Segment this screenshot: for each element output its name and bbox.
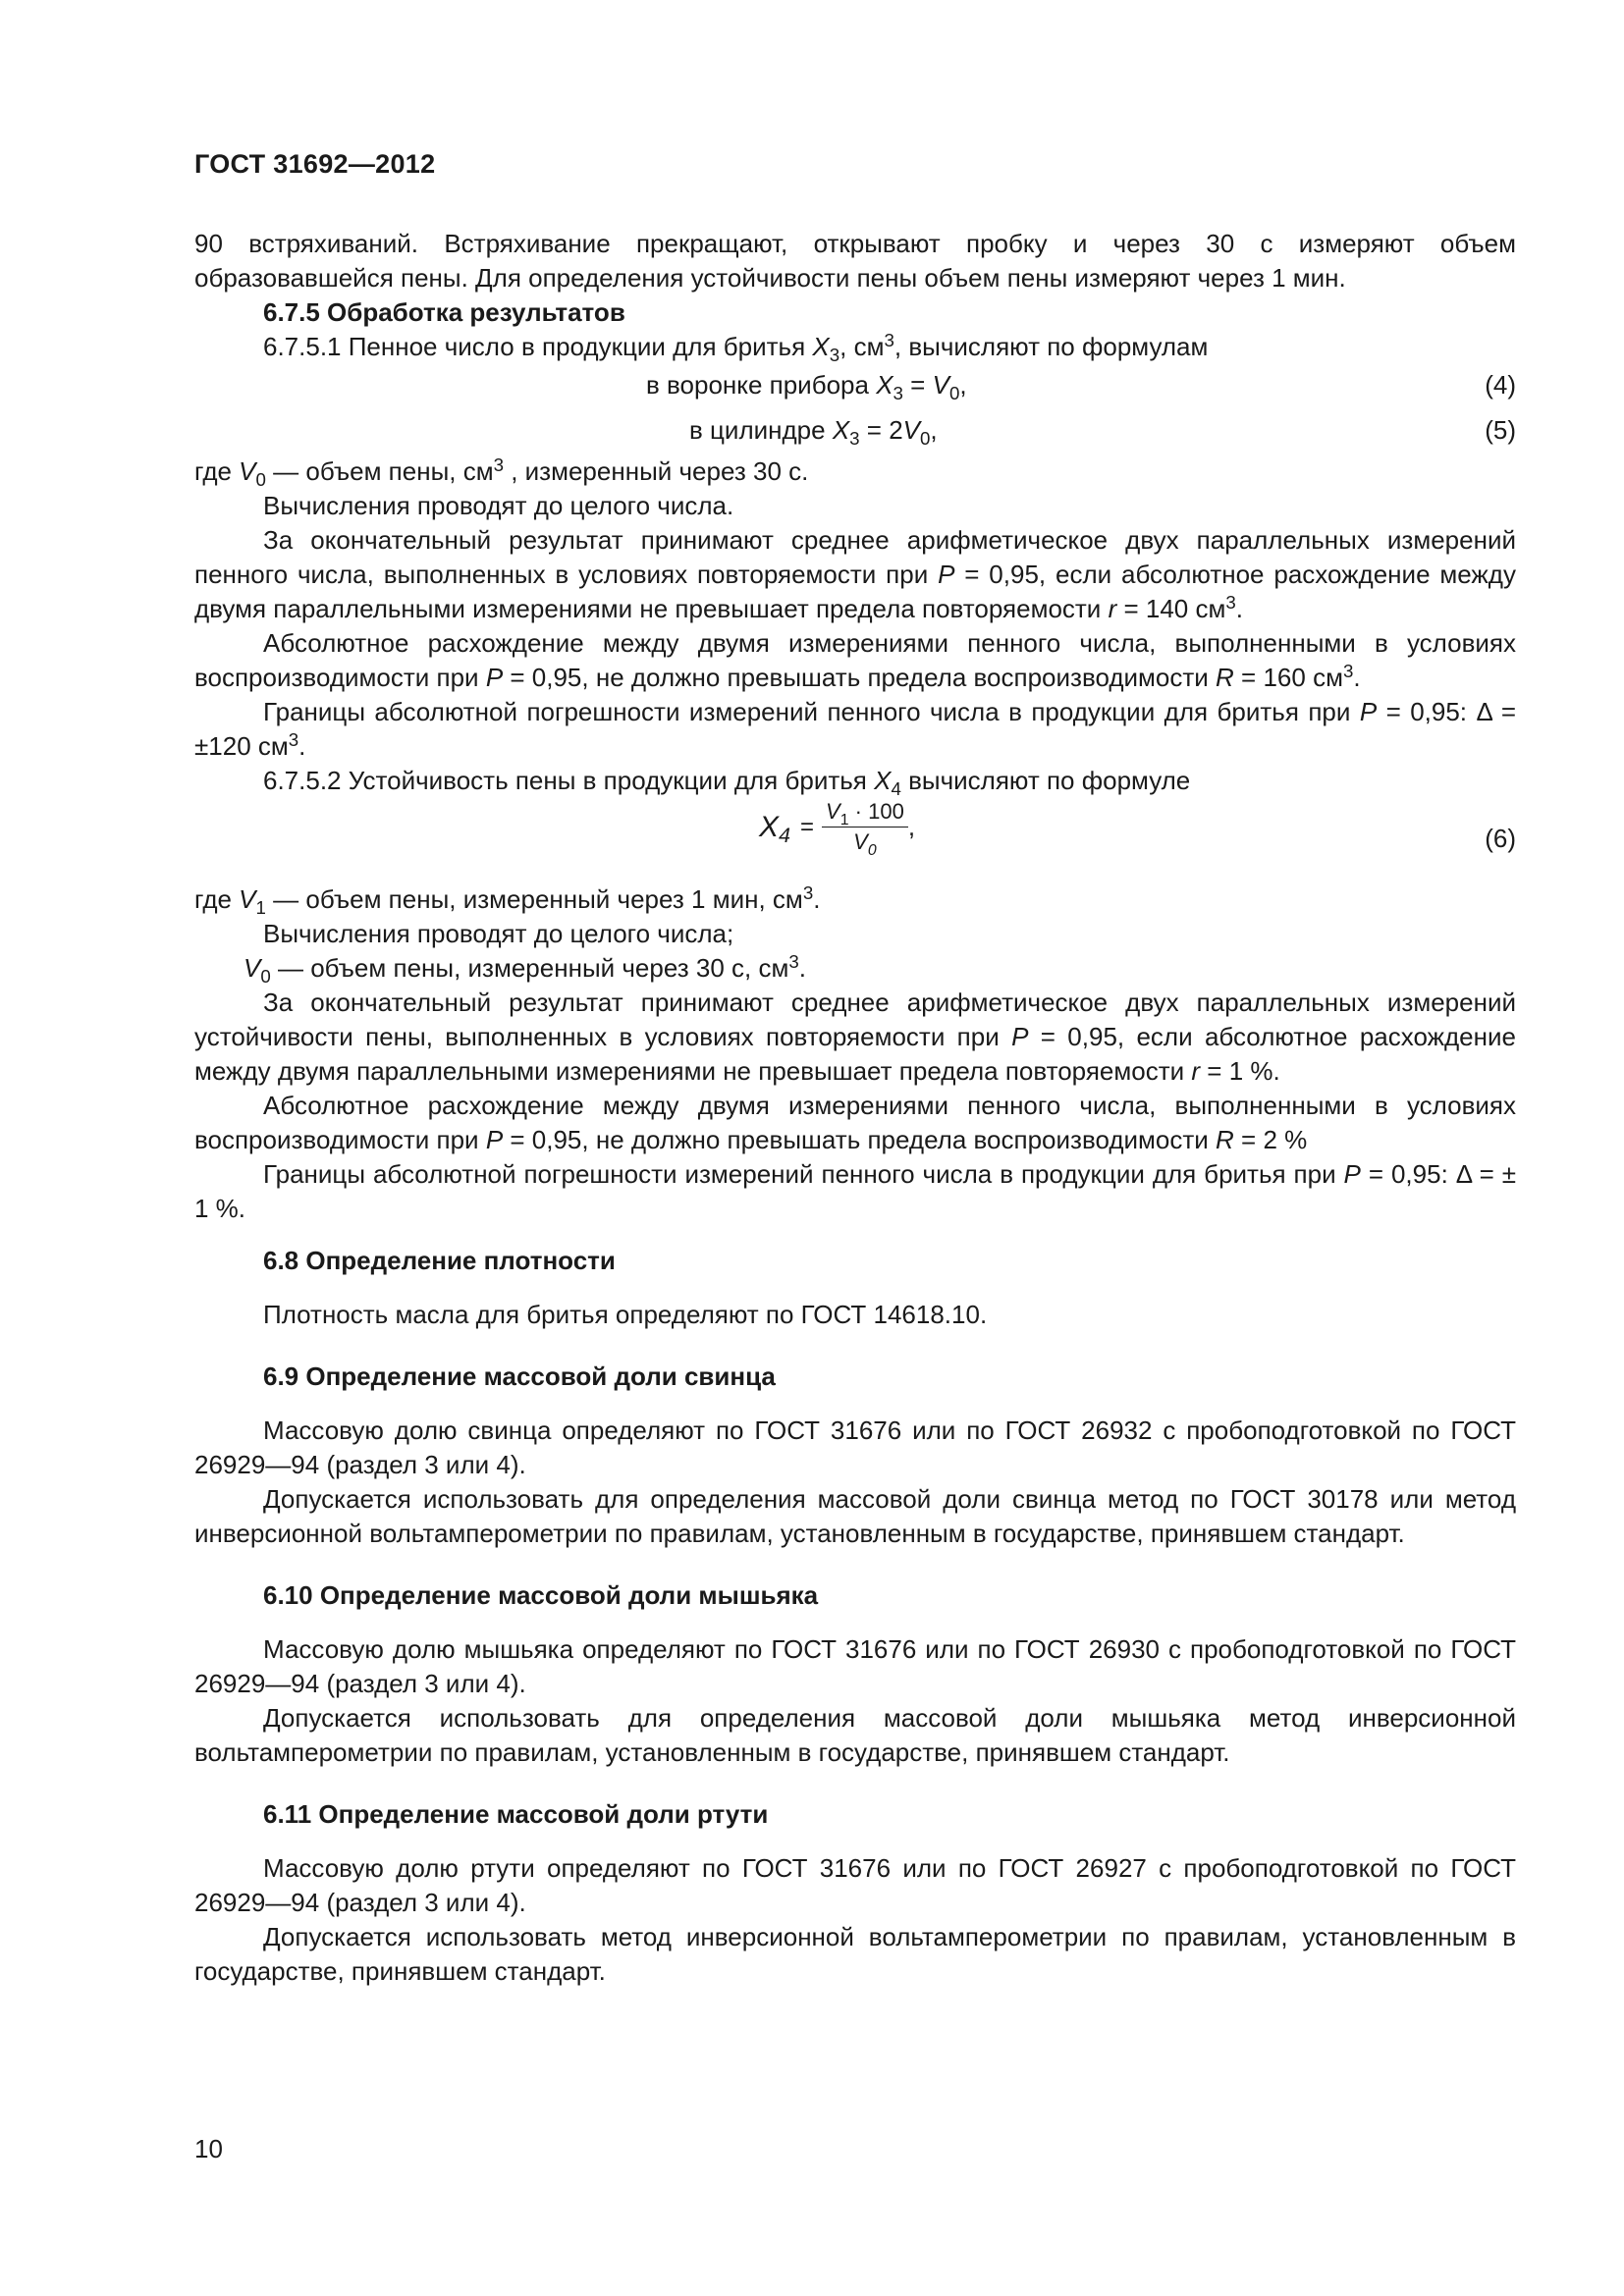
paragraph-shaking: 90 встряхиваний. Встряхивание прекращают, открывают пробку и через 30 с измеряют объем образовавшейся пены. Для определения устойчивости пены объем пены измеряют через 1 мин. [194, 229, 1516, 293]
page-number: 10 [194, 2134, 223, 2163]
calc-note-1: Вычисления проводят до целого числа. [263, 491, 734, 520]
formula-4: в воронке прибора $X_3 = V_0$, (4) [646, 370, 1516, 403]
error-bounds-1: Границы абсолютной погрешности измерений пенного числа в продукции для бритья при P = 0,95: Δ = ±120 $см^3$. [194, 697, 1516, 761]
section-6-11-text-2: Допускается использовать метод инверсионной вольтамперометрии по правилам, установленным в государстве, принявшем стандарт. [194, 1922, 1516, 1986]
section-6-9-text-2: Допускается использовать для определения массовой доли свинца метод по ГОСТ 30178 или метод инверсионной вольтамперометрии по правилам, установленным в государстве, принявшем стандарт. [194, 1484, 1516, 1548]
section-6-8-title: 6.8 Определение плотности [263, 1246, 616, 1275]
section-6-11-title: 6.11 Определение массовой доли ртути [263, 1799, 769, 1829]
section-6-10-title: 6.10 Определение массовой доли мышьяка [263, 1580, 819, 1610]
formula-number-6: (6) [1485, 824, 1516, 853]
section-6-7-5-title: 6.7.5 Обработка результатов [263, 297, 625, 327]
formula-number-5: (5) [1485, 415, 1516, 445]
formula-number-4: (4) [1485, 370, 1516, 400]
standard-header: ГОСТ 31692—2012 [194, 149, 436, 179]
section-6-9-title: 6.9 Определение массовой доли свинца [263, 1362, 776, 1391]
final-result-2: За окончательный результат принимают среднее арифметическое двух параллельных измерений устойчивости пены, выполненных в условиях повторяемости при P = 0,95, если абсолютное расхождение между двумя параллельными измерениями не превышает предела повторяемости r = 1 %. [194, 988, 1516, 1086]
section-6-9-text-1: Массовую долю свинца определяют по ГОСТ 31676 или по ГОСТ 26932 с пробоподготовкой по ГОСТ 26929—94 (раздел 3 или 4). [194, 1415, 1516, 1479]
where-v0-2: $V_0$ — объем пены, измеренный через 30 с, $см^3$. [244, 951, 806, 987]
section-6-10-text-2: Допускается использовать для определения массовой доли мышьяка метод инверсионной вольтамперометрии по правилам, установленным в государстве, принявшем стандарт. [194, 1703, 1516, 1767]
final-result-1: За окончательный результат принимают среднее арифметическое двух параллельных измерений пенного числа, выполненных в условиях повторяемости при P = 0,95, если абсолютное расхождение между двумя параллельными измерениями не превышает предела повторяемости r = 140 $см^3$. [194, 525, 1516, 623]
document-page [194, 147, 1516, 1989]
formula-5: в цилиндре $X_3 = 2V_0$, (5) [689, 415, 1516, 449]
where-v1: где $V_1$ — объем пены, измеренный через 1 мин, $см^3$. [194, 882, 821, 918]
section-6-8-text: Плотность масла для бритья определяют по ГОСТ 14618.10. [263, 1300, 988, 1329]
abs-diff-2: Абсолютное расхождение между двумя измерениями пенного числа, выполненными в условиях воспроизводимости при P = 0,95, не должно превышать предела воспроизводимости R = 2 % [194, 1091, 1516, 1154]
paragraph-6-7-5-2-intro: 6.7.5.2 Устойчивость пены в продукции для бритья $X_4$ вычисляют по формуле [263, 766, 1191, 799]
section-6-10-text-1: Массовую долю мышьяка определяют по ГОСТ 31676 или по ГОСТ 26930 с пробоподготовкой по ГОСТ 26929—94 (раздел 3 или 4). [194, 1634, 1516, 1698]
paragraph-6-7-5-1-intro: 6.7.5.1 Пенное число в продукции для бритья $X_3$, $см^3$, вычисляют по формулам [263, 330, 1209, 365]
error-bounds-2: Границы абсолютной погрешности измерений пенного числа в продукции для бритья при P = 0,95: Δ = ± 1 %. [194, 1159, 1517, 1223]
where-v0: где $V_0$ — объем пены, $см^3$ , измеренный через 30 с. [194, 454, 809, 490]
calc-note-2: Вычисления проводят до целого числа; [263, 919, 734, 948]
formula-6: $X_4$ = $\frac{V_1 \cdot 100}{V_0}$ , (6) [759, 799, 1516, 859]
abs-diff-1: Абсолютное расхождение между двумя измерениями пенного числа, выполненными в условиях воспроизводимости при P = 0,95, не должно превышать предела воспроизводимости R = 160 $см^3$. [194, 628, 1516, 692]
section-6-11-text-1: Массовую долю ртути определяют по ГОСТ 31676 или по ГОСТ 26927 с пробоподготовкой по ГОСТ 26929—94 (раздел 3 или 4). [194, 1853, 1516, 1917]
